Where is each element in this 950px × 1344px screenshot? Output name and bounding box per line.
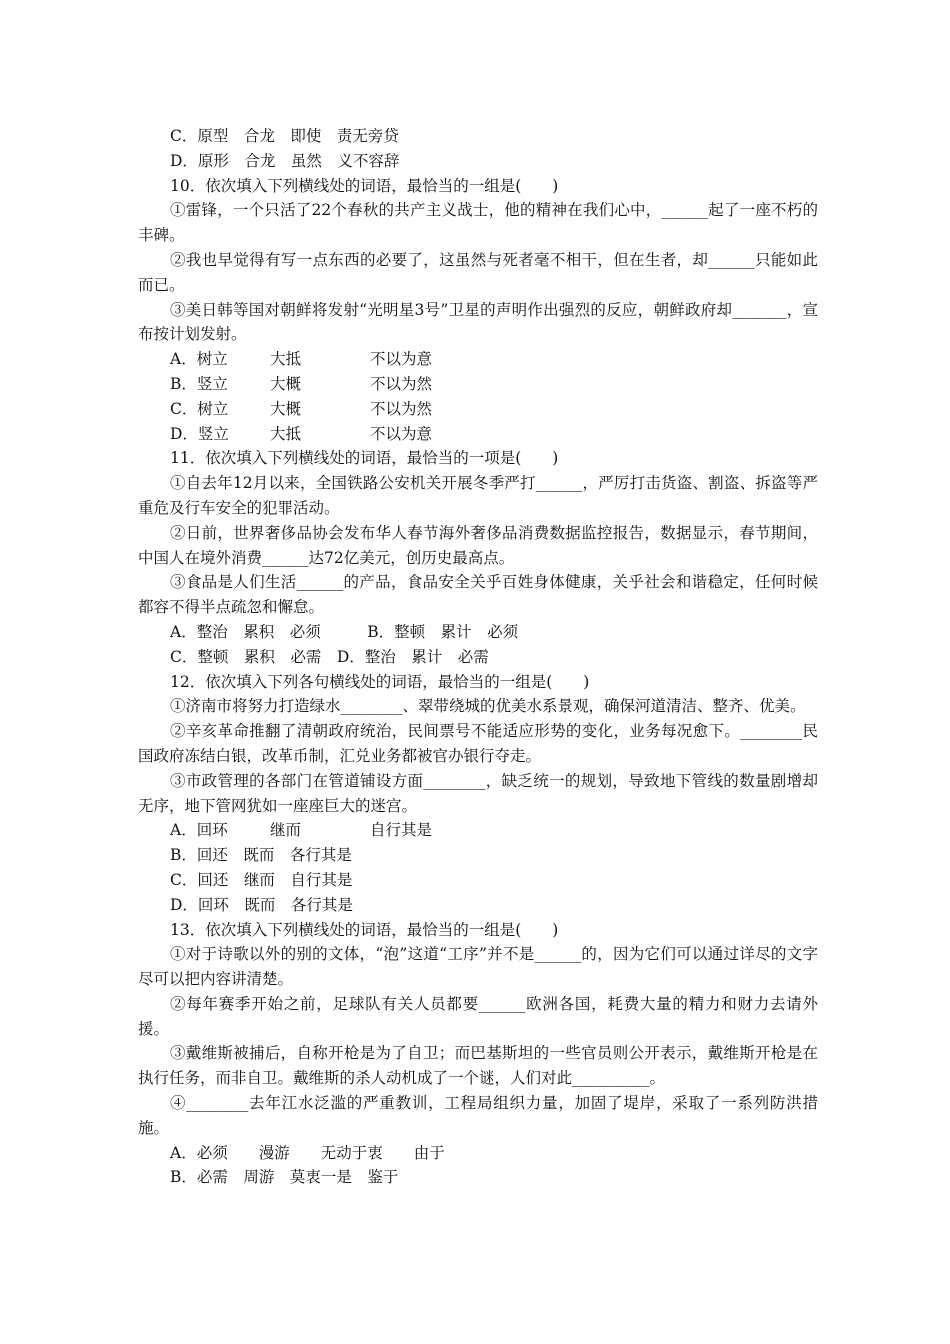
q10-option-a-word2: 大抵 [270,350,302,369]
page-content [138,124,818,1190]
q10-option-d-word3: 不以为意 [370,424,433,443]
q12-stem: 12．依次填入下列各句横线处的词语，最恰当的一组是( ) [170,672,590,691]
q12-option-d: D．回环 既而 各行其是 [170,895,353,914]
q10-option-d [138,422,818,447]
q9-option-d: D．原形 合龙 虽然 义不容辞 [170,151,400,170]
q13-sentence-3: ③戴维斯被捕后，自称开枪是为了自卫；而巴基斯坦的一些官员则公开表示，戴维斯开枪是在执行任务，而非自卫。戴维斯的杀人动机成了一个谜，人们对此__________。 [138,1044,818,1088]
q10-option-d-word1: D．竖立 [170,424,229,443]
q10-sentence-3: ③美日韩等国对朝鲜将发射“光明星3号”卫星的声明作出强烈的反应，朝鲜政府却_______，宣布按计划发射。 [138,300,818,344]
q10-option-a-word3: 不以为意 [370,350,433,369]
q11-options-ab: A．整治 累积 必须 B．整顿 累计 必须 [170,622,519,641]
q10-option-b-word3: 不以为然 [370,374,433,393]
q13-option-b: B．必需 周游 莫衷一是 鉴于 [170,1168,399,1187]
q12-option-a-word2: 继而 [270,821,302,840]
q10-option-b-word1: B．竖立 [170,374,228,393]
q12-option-a [138,818,818,843]
q10-option-b-word2: 大概 [270,374,302,393]
q10-option-c-word3: 不以为然 [370,399,433,418]
q13-stem: 13．依次填入下列横线处的词语，最恰当的一组是( ) [170,920,559,939]
q13-sentence-4: ④________去年江水泛滥的严重教训，工程局组织力量，加固了堤岸，采取了一系列防洪措施。 [138,1094,818,1137]
q13-sentence-2: ②每年赛季开始之前，足球队有关人员都要______欧洲各国，耗费大量的精力和财力去请外援。 [138,994,818,1038]
q10-option-a-word1: A．树立 [170,350,228,369]
q10-option-a [138,347,818,372]
q9-option-c: C．原型 合龙 即使 责无旁贷 [170,127,399,145]
q11-options-cd: C．整顿 累积 必需 D．整治 累计 必需 [170,647,489,666]
q12-option-c: C．回还 继而 自行其是 [170,870,353,889]
q11-sentence-3: ③食品是人们生活______的产品，食品安全关乎百姓身体健康，关乎社会和谐稳定，任何时候都容不得半点疏忽和懈怠。 [138,573,818,617]
q11-stem: 11．依次填入下列横线处的词语，最恰当的一项是( ) [170,449,559,468]
q10-stem: 10．依次填入下列横线处的词语，最恰当的一组是( ) [170,176,559,195]
q10-option-d-word2: 大抵 [270,424,302,443]
q12-option-a-word1: A．回环 [170,821,228,840]
q10-option-c-word2: 大概 [270,399,302,418]
q11-sentence-1: ①自去年12月以来，全国铁路公安机关开展冬季严打______，严厉打击货盗、割盗、拆盗等严重危及行车安全的犯罪活动。 [138,474,818,517]
q10-option-c [138,397,818,422]
q10-option-b [138,372,818,397]
q13-option-a: A．必须 漫游 无动于衷 由于 [170,1143,445,1162]
q12-option-a-word3: 自行其是 [370,821,433,840]
q10-option-c-word1: C．树立 [170,399,229,418]
q11-sentence-2: ②日前，世界奢侈品协会发布华人春节海外奢侈品消费数据监控报告，数据显示，春节期间，中国人在境外消费______达72亿美元，创历史最高点。 [138,523,818,567]
q13-sentence-1: ①对于诗歌以外的别的文体，“泡”这道“工序”并不是______的，因为它们可以通过详尽的文字尽可以把内容讲清楚。 [138,945,818,989]
q12-sentence-1: ①济南市将努力打造绿水________、翠带绕城的优美水系景观，确保河道清洁、整齐、优美。 [170,697,806,716]
q10-sentence-2: ②我也早觉得有写一点东西的必要了，这虽然与死者毫不相干，但在生者，却______只能如此而已。 [138,250,818,294]
q12-option-b: B．回还 既而 各行其是 [170,846,352,865]
q12-sentence-3: ③市政管理的各部门在管道铺设方面________，缺乏统一的规划，导致地下管线的数量剧增却无序，地下管网犹如一座座巨大的迷宫。 [138,771,818,815]
q10-sentence-1: ①雷锋，一个只活了22个春秋的共产主义战士，他的精神在我们心中，______起了一座不朽的丰碑。 [138,201,818,245]
q12-sentence-2: ②辛亥革命推翻了清朝政府统治，民间票号不能适应形势的变化，业务每况愈下。________民国政府冻结白银，改革币制，汇兑业务都被官办银行夺走。 [138,722,818,765]
